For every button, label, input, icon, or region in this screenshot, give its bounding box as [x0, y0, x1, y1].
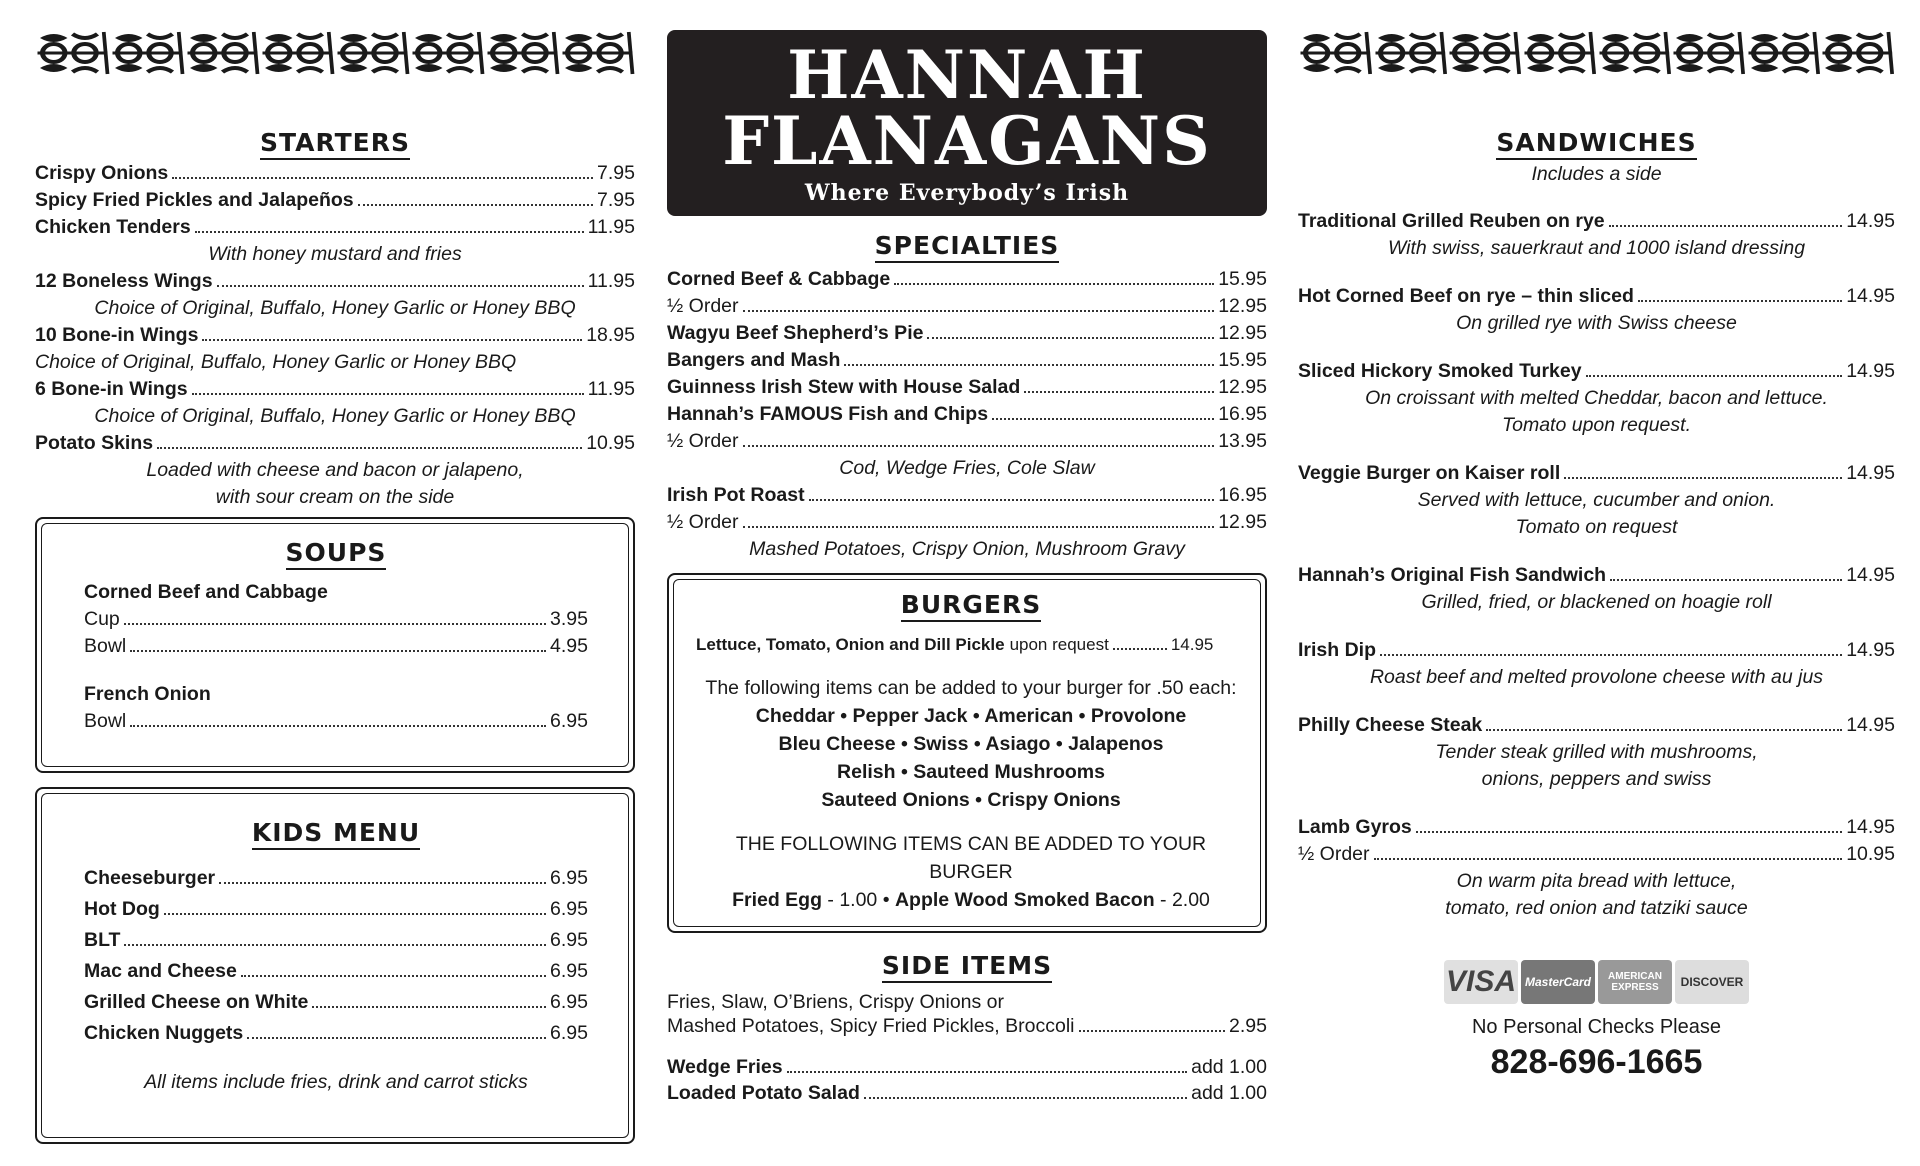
soups-list — [84, 579, 588, 735]
sandwich-desc: tomato, red onion and tatziki sauce — [1445, 897, 1748, 919]
item-price: 16.95 — [1218, 403, 1267, 425]
item-price: 14.95 — [1846, 714, 1895, 736]
dot-leader — [1416, 831, 1842, 833]
dot-leader — [164, 913, 546, 915]
celtic-knot-icon — [410, 30, 485, 76]
sandwich-item — [1298, 208, 1895, 262]
item-name: Cup — [84, 608, 120, 630]
item-name: Traditional Grilled Reuben on rye — [1298, 210, 1605, 232]
soup-size-row — [84, 633, 588, 660]
item-price: 6.95 — [550, 1022, 588, 1044]
item-price: 14.95 — [1846, 462, 1895, 484]
specialty-row — [667, 293, 1267, 320]
celtic-knot-icon — [185, 30, 260, 76]
soups-box — [35, 517, 635, 773]
item-price: 18.95 — [586, 324, 635, 346]
kids-row — [84, 956, 588, 987]
item-price: 11.95 — [587, 216, 635, 238]
specialty-row — [667, 320, 1267, 347]
item-price: 16.95 — [1218, 484, 1267, 506]
sandwich-list — [1298, 208, 1895, 922]
dot-leader — [927, 337, 1214, 339]
dot-leader — [1564, 477, 1842, 479]
dot-leader — [1024, 391, 1214, 393]
specialties-list — [667, 266, 1267, 563]
sandwich-row — [1298, 712, 1895, 739]
burger-addon-line: Relish • Sauteed Mushrooms — [837, 761, 1105, 783]
item-name: Grilled Cheese on White — [84, 991, 309, 1013]
item-name: Guinness Irish Stew with House Salad — [667, 376, 1021, 398]
restaurant-tagline: Where Everybody’s Irish — [804, 180, 1130, 206]
side-extra-row — [667, 1080, 1267, 1106]
starter-desc: Choice of Original, Buffalo, Honey Garlic or Honey BBQ — [35, 351, 517, 373]
soup-name: Corned Beef and Cabbage — [84, 581, 328, 603]
side-items-line1: Fries, Slaw, O’Briens, Crispy Onions or — [667, 991, 1005, 1013]
burger-extra-line: Fried Egg - 1.00 • Apple Wood Smoked Bacon - 2.00 — [732, 889, 1210, 911]
starter-desc: Choice of Original, Buffalo, Honey Garlic or Honey BBQ — [94, 297, 576, 319]
kids-row — [84, 1018, 588, 1049]
item-name: Irish Pot Roast — [667, 484, 805, 506]
item-name: Bowl — [84, 635, 127, 657]
specialty-row — [667, 347, 1267, 374]
item-name: Corned Beef & Cabbage — [667, 268, 891, 290]
burger-extra-bacon: Apple Wood Smoked Bacon — [894, 889, 1155, 911]
item-name: Wagyu Beef Shepherd’s Pie — [667, 322, 924, 344]
item-price: 11.95 — [587, 378, 635, 400]
sandwich-desc: Grilled, fried, or blackened on hoagie roll — [1421, 591, 1772, 613]
item-price: add 1.00 — [1191, 1082, 1267, 1104]
item-price: add 1.00 — [1191, 1056, 1267, 1078]
celtic-knot-icon — [110, 30, 185, 76]
item-name: Bangers and Mash — [667, 349, 841, 371]
dot-leader — [1610, 579, 1842, 581]
specialties-heading: SPECIALTIES — [667, 231, 1267, 260]
soup-size-row — [84, 708, 588, 735]
dot-leader — [217, 285, 584, 287]
burgers-box — [667, 573, 1267, 933]
sandwich-item — [1298, 637, 1895, 691]
payment-info — [1298, 960, 1895, 1082]
burger-main-price: 14.95 — [1170, 635, 1214, 654]
middle-column — [667, 30, 1267, 1106]
sandwich-row — [1298, 460, 1895, 487]
dot-leader — [1586, 375, 1843, 377]
soups-heading: SOUPS — [84, 538, 588, 567]
specialty-row — [667, 482, 1267, 509]
celtic-knot-icon — [1298, 30, 1373, 76]
dot-leader — [992, 418, 1214, 420]
item-name: Hannah’s Original Fish Sandwich — [1298, 564, 1607, 586]
dot-leader — [1609, 225, 1843, 227]
sandwich-row — [1298, 814, 1895, 841]
specialty-row — [667, 266, 1267, 293]
burger-main-name: Lettuce, Tomato, Onion and Dill Pickle — [696, 635, 1005, 654]
sandwich-row — [1298, 637, 1895, 664]
sandwich-desc: On croissant with melted Cheddar, bacon and lettuce. — [1365, 387, 1828, 409]
item-name: 6 Bone-in Wings — [35, 378, 188, 400]
mastercard-logo: MasterCard — [1521, 960, 1595, 1004]
specialty-row — [667, 509, 1267, 536]
item-price: 14.95 — [1846, 210, 1895, 232]
item-name: Spicy Fried Pickles and Jalapeños — [35, 189, 354, 211]
item-name: Sliced Hickory Smoked Turkey — [1298, 360, 1582, 382]
dot-leader — [743, 526, 1215, 528]
starter-desc: With honey mustard and fries — [208, 243, 462, 265]
item-name: Bowl — [84, 710, 127, 732]
item-name: Hot Corned Beef on rye – thin sliced — [1298, 285, 1634, 307]
item-price: 14.95 — [1846, 360, 1895, 382]
kids-row — [84, 863, 588, 894]
kids-row — [84, 894, 588, 925]
celtic-knot-border — [1298, 30, 1895, 76]
sandwich-desc: Tomato on request — [1515, 516, 1678, 538]
sandwich-item — [1298, 562, 1895, 616]
soup-name: French Onion — [84, 683, 211, 705]
item-name: Loaded Potato Salad — [667, 1082, 860, 1104]
item-name: Philly Cheese Steak — [1298, 714, 1483, 736]
celtic-knot-icon — [1746, 30, 1821, 76]
item-name: 10 Bone-in Wings — [35, 324, 199, 346]
item-price: 6.95 — [550, 929, 588, 951]
side-items-line2: Mashed Potatoes, Spicy Fried Pickles, Broccoli 2.95 — [667, 1015, 1267, 1037]
dot-leader — [247, 1037, 546, 1039]
sandwich-item — [1298, 814, 1895, 922]
specialty-row — [667, 428, 1267, 455]
item-price: 12.95 — [1218, 511, 1267, 533]
dot-leader — [130, 725, 546, 727]
dot-leader — [124, 944, 546, 946]
kids-menu-box — [35, 787, 635, 1144]
celtic-knot-icon — [1820, 30, 1895, 76]
item-price: 12.95 — [1218, 322, 1267, 344]
dot-leader — [894, 283, 1214, 285]
sandwich-desc: On warm pita bread with lettuce, — [1456, 870, 1737, 892]
item-name: Lamb Gyros — [1298, 816, 1412, 838]
burger-addon-intro: The following items can be added to your burger for .50 each: — [705, 677, 1237, 699]
item-price: 15.95 — [1218, 349, 1267, 371]
celtic-knot-icon — [560, 30, 635, 76]
dot-leader — [743, 310, 1215, 312]
dot-leader — [809, 499, 1215, 501]
sandwich-item — [1298, 358, 1895, 439]
dot-leader — [844, 364, 1214, 366]
dot-leader — [787, 1071, 1188, 1073]
dot-leader — [192, 393, 584, 395]
item-price: 3.95 — [550, 608, 588, 630]
item-name: ½ Order — [1298, 843, 1370, 865]
item-name: BLT — [84, 929, 121, 951]
card-logos — [1298, 960, 1895, 1004]
burgers-heading: BURGERS — [696, 590, 1246, 619]
burger-addons — [696, 702, 1246, 814]
item-name: Mac and Cheese — [84, 960, 237, 982]
dot-leader — [202, 339, 582, 341]
celtic-knot-icon — [485, 30, 560, 76]
kids-menu-heading: KIDS MENU — [84, 818, 588, 847]
item-name: ½ Order — [667, 430, 739, 452]
celtic-knot-icon — [1373, 30, 1448, 76]
item-price: 14.95 — [1846, 285, 1895, 307]
item-name: Hot Dog — [84, 898, 160, 920]
kids-row — [84, 987, 588, 1018]
item-name: Crispy Onions — [35, 162, 169, 184]
burger-main-row — [696, 631, 1246, 658]
sandwiches-heading: SANDWICHES — [1298, 128, 1895, 157]
item-name: ½ Order — [667, 295, 739, 317]
item-name: Wedge Fries — [667, 1056, 783, 1078]
celtic-knot-icon — [1597, 30, 1672, 76]
item-name: Veggie Burger on Kaiser roll — [1298, 462, 1561, 484]
sandwich-item — [1298, 460, 1895, 541]
dot-leader — [1638, 300, 1842, 302]
item-price: 4.95 — [550, 635, 588, 657]
item-price: 6.95 — [550, 991, 588, 1013]
item-name: ½ Order — [667, 511, 739, 533]
burger-addon-line: Bleu Cheese • Swiss • Asiago • Jalapenos — [778, 733, 1164, 755]
starters-list — [35, 160, 635, 511]
burger-addon-line: Cheddar • Pepper Jack • American • Provolone — [755, 705, 1187, 727]
item-name: Cheeseburger — [84, 867, 216, 889]
item-price: 11.95 — [587, 270, 635, 292]
soup-size-row — [84, 606, 588, 633]
item-price: 12.95 — [1218, 295, 1267, 317]
item-price: 6.95 — [550, 867, 588, 889]
celtic-knot-icon — [1447, 30, 1522, 76]
item-name: Hannah’s FAMOUS Fish and Chips — [667, 403, 989, 425]
item-price: 10.95 — [1846, 843, 1895, 865]
celtic-knot-icon — [1522, 30, 1597, 76]
specialty-row — [667, 401, 1267, 428]
dot-leader — [358, 204, 593, 206]
starter-row — [35, 187, 635, 214]
sandwich-half-row — [1298, 841, 1895, 868]
right-column — [1298, 30, 1895, 1082]
visa-logo: VISA — [1444, 960, 1518, 1004]
burger-main-suffix: upon request — [1009, 635, 1109, 654]
starter-row — [35, 214, 635, 241]
sandwich-row — [1298, 358, 1895, 385]
restaurant-banner — [667, 30, 1267, 216]
starter-row — [35, 268, 635, 295]
item-price: 14.95 — [1846, 564, 1895, 586]
sandwich-item — [1298, 283, 1895, 337]
dot-leader — [157, 447, 582, 449]
item-price: 13.95 — [1218, 430, 1267, 452]
starter-row — [35, 322, 635, 349]
side-extras — [667, 1054, 1267, 1106]
item-price: 7.95 — [597, 189, 635, 211]
sandwiches-subtitle: Includes a side — [1531, 163, 1662, 185]
sandwich-row — [1298, 283, 1895, 310]
burger-addon-line: Sauteed Onions • Crispy Onions — [821, 789, 1121, 811]
starter-desc: Choice of Original, Buffalo, Honey Garlic or Honey BBQ — [94, 405, 576, 427]
item-price: 15.95 — [1218, 268, 1267, 290]
kids-list — [84, 863, 588, 1049]
starter-row — [35, 430, 635, 457]
amex-logo: AMERICAN EXPRESS — [1598, 960, 1672, 1004]
celtic-knot-icon — [35, 30, 110, 76]
item-price: 7.95 — [597, 162, 635, 184]
sandwich-desc: With swiss, sauerkraut and 1000 island dressing — [1387, 237, 1806, 259]
no-checks-note: No Personal Checks Please — [1471, 1016, 1721, 1038]
sandwich-item — [1298, 712, 1895, 793]
dot-leader — [195, 231, 584, 233]
specialty-desc: Mashed Potatoes, Crispy Onion, Mushroom Gravy — [749, 538, 1185, 560]
starter-row — [35, 376, 635, 403]
item-price: 10.95 — [586, 432, 635, 454]
left-column — [35, 30, 635, 1144]
item-price: 14.95 — [1846, 639, 1895, 661]
item-name: Chicken Nuggets — [84, 1022, 244, 1044]
kids-row — [84, 925, 588, 956]
dot-leader — [864, 1097, 1187, 1099]
starter-desc: with sour cream on the side — [215, 486, 455, 508]
celtic-knot-icon — [1671, 30, 1746, 76]
phone-number: 828-696-1665 — [1490, 1043, 1703, 1081]
dot-leader — [743, 445, 1215, 447]
starter-row — [35, 160, 635, 187]
starter-desc: Loaded with cheese and bacon or jalapeno, — [146, 459, 524, 481]
dot-leader — [219, 882, 546, 884]
sandwich-row — [1298, 208, 1895, 235]
discover-logo: DISCOVER — [1675, 960, 1749, 1004]
restaurant-name-line2: FLANAGANS — [722, 102, 1212, 180]
sandwich-desc: Served with lettuce, cucumber and onion. — [1417, 489, 1776, 511]
celtic-knot-border — [35, 30, 635, 76]
dot-leader — [241, 975, 546, 977]
side-items-list — [667, 990, 1267, 1106]
dot-leader — [1374, 858, 1843, 860]
kids-note: All items include fries, drink and carrot sticks — [144, 1071, 528, 1093]
dot-leader — [312, 1006, 546, 1008]
burger-extra-egg: Fried Egg — [732, 889, 822, 911]
sandwich-desc: Tender steak grilled with mushrooms, — [1435, 741, 1758, 763]
side-extra-row — [667, 1054, 1267, 1080]
celtic-knot-icon — [335, 30, 410, 76]
item-price: 6.95 — [550, 960, 588, 982]
dot-leader — [172, 177, 593, 179]
dot-leader — [1486, 729, 1842, 731]
item-price: 6.95 — [550, 898, 588, 920]
side-items-heading: SIDE ITEMS — [667, 951, 1267, 980]
sandwich-desc: On grilled rye with Swiss cheese — [1456, 312, 1737, 334]
specialty-row — [667, 374, 1267, 401]
dot-leader — [1380, 654, 1842, 656]
restaurant-name-line1: HANNAH — [787, 36, 1147, 114]
item-price: 6.95 — [550, 710, 588, 732]
sandwich-row — [1298, 562, 1895, 589]
sandwich-desc: Tomato upon request. — [1502, 414, 1691, 436]
item-price: 14.95 — [1846, 816, 1895, 838]
item-name: 12 Boneless Wings — [35, 270, 213, 292]
starters-heading: STARTERS — [35, 128, 635, 157]
item-name: Chicken Tenders — [35, 216, 191, 238]
dot-leader — [130, 650, 546, 652]
dot-leader — [124, 623, 546, 625]
sandwich-desc: Roast beef and melted provolone cheese with au jus — [1369, 666, 1824, 688]
item-price: 12.95 — [1218, 376, 1267, 398]
celtic-knot-icon — [260, 30, 335, 76]
item-name: Potato Skins — [35, 432, 154, 454]
sandwich-desc: onions, peppers and swiss — [1481, 768, 1712, 790]
burger-extra-intro: THE FOLLOWING ITEMS CAN BE ADDED TO YOUR BURGER — [735, 833, 1207, 883]
item-name: Irish Dip — [1298, 639, 1377, 661]
specialty-desc: Cod, Wedge Fries, Cole Slaw — [839, 457, 1095, 479]
